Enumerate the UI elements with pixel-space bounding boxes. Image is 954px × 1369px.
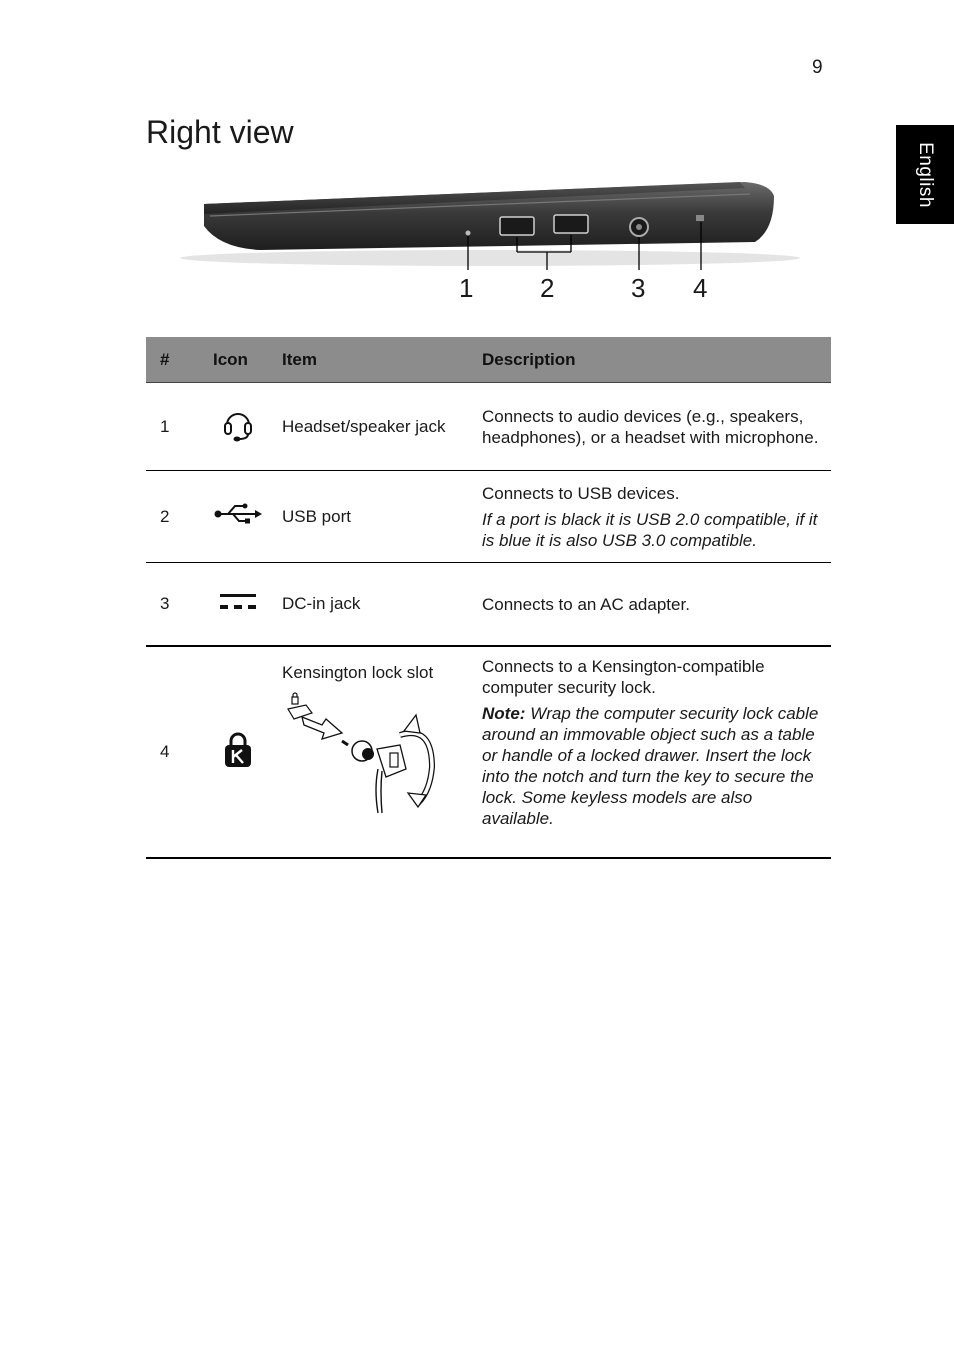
row-description: Connects to audio devices (e.g., speakers, headphones), or a headset with microphone. [482, 406, 819, 447]
row-description: Connects to an AC adapter. [482, 594, 690, 614]
row-item: Kensington lock slot [282, 663, 434, 682]
row-note: If a port is black it is USB 2.0 compatible, if it is blue it is also USB 3.0 compatible. [482, 509, 818, 550]
callout-1: 1 [459, 273, 474, 303]
row-item: DC-in jack [278, 563, 482, 647]
callout-3: 3 [631, 273, 646, 303]
table-row [146, 383, 831, 471]
header-description: Description [482, 337, 831, 383]
callout-2: 2 [540, 273, 555, 303]
row-number: 2 [146, 471, 198, 563]
row-note: Wrap the computer security lock cable around an immovable object such as a table or handle of a locked drawer. Insert the lock into the notch and turn the key to secure the lock. Some keyless models are also available. [482, 704, 819, 828]
row-description: Connects to USB devices. [482, 483, 680, 503]
row-item: Headset/speaker jack [278, 383, 482, 471]
headset-icon [222, 405, 254, 443]
language-tab-label: English [915, 141, 936, 208]
header-num: # [146, 337, 198, 383]
laptop-right-side-illustration [170, 170, 800, 275]
header-item: Item [278, 337, 482, 383]
lock-installation-illustration [282, 691, 442, 815]
row-item: USB port [278, 471, 482, 563]
row-number: 3 [146, 563, 198, 647]
usb-icon [213, 502, 263, 526]
header-icon: Icon [198, 337, 278, 383]
page-title: Right view [146, 114, 294, 150]
table-row [146, 471, 831, 563]
table-row [146, 646, 831, 858]
note-label: Note: [482, 704, 526, 723]
page-number: 9 [812, 57, 823, 78]
language-tab [896, 125, 954, 224]
row-description: Connects to a Kensington-compatible computer security lock. [482, 657, 765, 697]
row-number: 4 [146, 646, 198, 858]
ports-table [146, 337, 831, 859]
callout-4: 4 [693, 273, 708, 303]
kensington-lock-icon [223, 732, 253, 768]
dc-power-icon [219, 591, 257, 613]
row-number: 1 [146, 383, 198, 471]
table-header-row [146, 337, 831, 383]
table-row [146, 563, 831, 647]
